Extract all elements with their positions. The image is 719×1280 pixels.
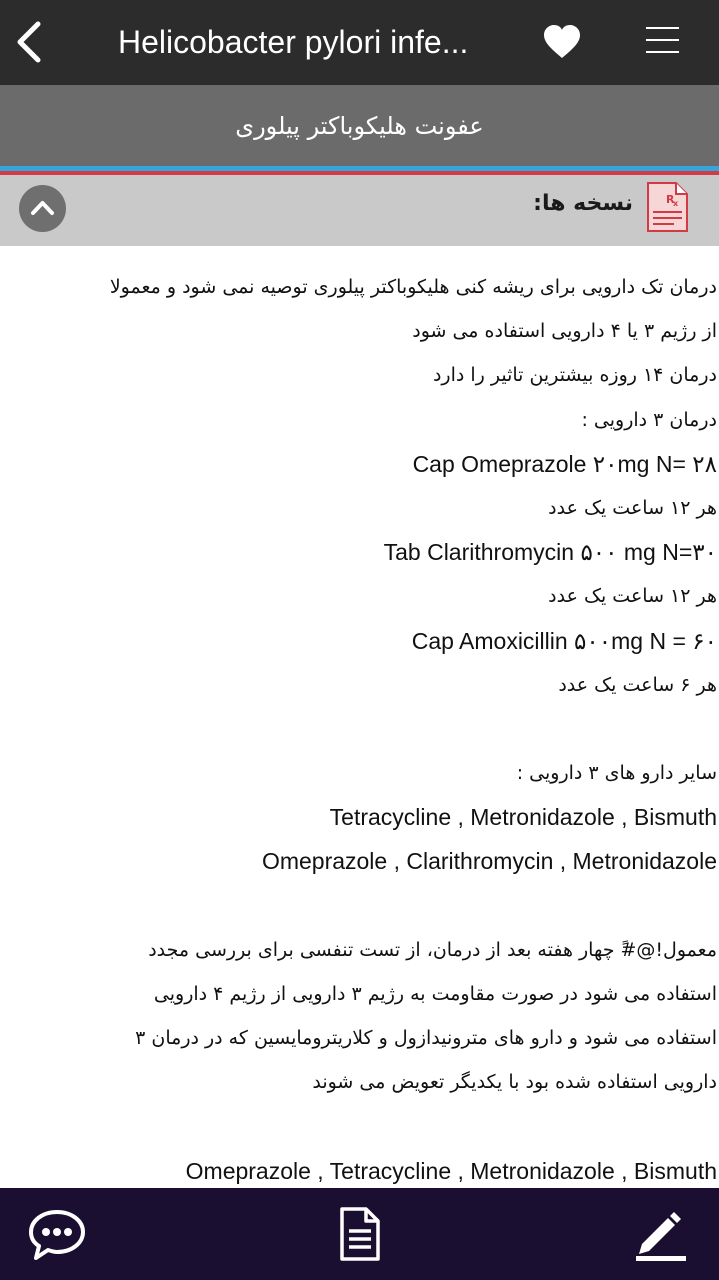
content-line: استفاده می شود در صورت مقاومت به رژیم ۳ دارویی از رژیم ۴ دارویی	[153, 983, 717, 1005]
document-icon	[330, 1204, 390, 1264]
pencil-icon	[628, 1204, 688, 1264]
content-line: استفاده می شود و دارو های مترونیدازول و کلاریترومایسین که در درمان ۳	[135, 1027, 717, 1050]
spacer	[10, 707, 717, 751]
favorite-button[interactable]	[542, 24, 582, 60]
content-line: درمان ۱۴ روزه بیشترین تاثیر را دارد	[432, 364, 717, 387]
section-header[interactable]	[0, 175, 719, 246]
content-line: هر ۱۲ ساعت یک عدد	[548, 496, 717, 519]
content-line: معمول!@#ً چهار هفته بعد از درمان، از تست تنفسی برای بررسی مجدد	[148, 938, 717, 961]
spacer	[10, 884, 717, 928]
hamburger-menu-icon	[646, 39, 679, 41]
content-line: دارویی استفاده شده بود با یکدیگر تعویض می شوند	[312, 1071, 717, 1094]
content-line: Omeprazole , Tetracycline , Metronidazole , Bismuth	[185, 1157, 717, 1184]
content-line: هر ۶ ساعت یک عدد	[558, 673, 717, 696]
collapse-button[interactable]	[19, 185, 66, 232]
chat-bubble-icon	[27, 1204, 87, 1264]
prescription-rx-icon	[644, 181, 690, 233]
prescription-content[interactable]	[0, 247, 719, 1188]
content-line: هر ۱۲ ساعت یک عدد	[548, 585, 717, 608]
content-line: Cap Amoxicillin ۵۰۰mg N = ۶۰	[411, 627, 717, 654]
spacer	[10, 1105, 717, 1149]
content-line: Tab Clarithromycin ۵۰۰ mg N=۳۰	[383, 539, 717, 566]
svg-text:x: x	[673, 199, 679, 208]
chevron-left-icon	[10, 18, 50, 66]
hamburger-menu-icon	[646, 51, 679, 53]
page-title: Helicobacter pylori infe...	[118, 24, 469, 60]
bottom-tab-bar	[0, 1188, 719, 1280]
edit-tab[interactable]	[628, 1204, 688, 1264]
top-app-bar	[0, 0, 719, 85]
content-line: Omeprazole , Clarithromycin , Metronidazole	[261, 848, 717, 875]
menu-button[interactable]	[644, 24, 682, 56]
section-title: نسخه ها:	[533, 191, 633, 216]
content-line: درمان تک دارویی برای ریشه کنی هلیکوباکتر پیلوری توصیه نمی شود و معمولا	[109, 276, 717, 298]
content-line: سایر دارو های ۳ دارویی :	[516, 762, 717, 785]
hamburger-menu-icon	[646, 27, 679, 29]
chat-tab[interactable]	[27, 1204, 87, 1264]
content-line: درمان ۳ دارویی :	[581, 408, 717, 431]
svg-text:R: R	[666, 193, 675, 206]
heart-icon	[542, 24, 582, 60]
content-line: از رژیم ۳ یا ۴ دارویی استفاده می شود	[412, 320, 717, 343]
chevron-up-icon	[19, 185, 66, 232]
content-line: Cap Omeprazole ۲۰mg N= ۲۸	[412, 450, 717, 477]
content-line: Tetracycline , Metronidazole , Bismuth	[329, 804, 717, 831]
subtitle-text: عفونت هلیکوباکتر پیلوری	[235, 111, 484, 140]
document-tab[interactable]	[330, 1204, 390, 1264]
subtitle-header	[0, 85, 719, 166]
back-button[interactable]	[10, 18, 50, 66]
